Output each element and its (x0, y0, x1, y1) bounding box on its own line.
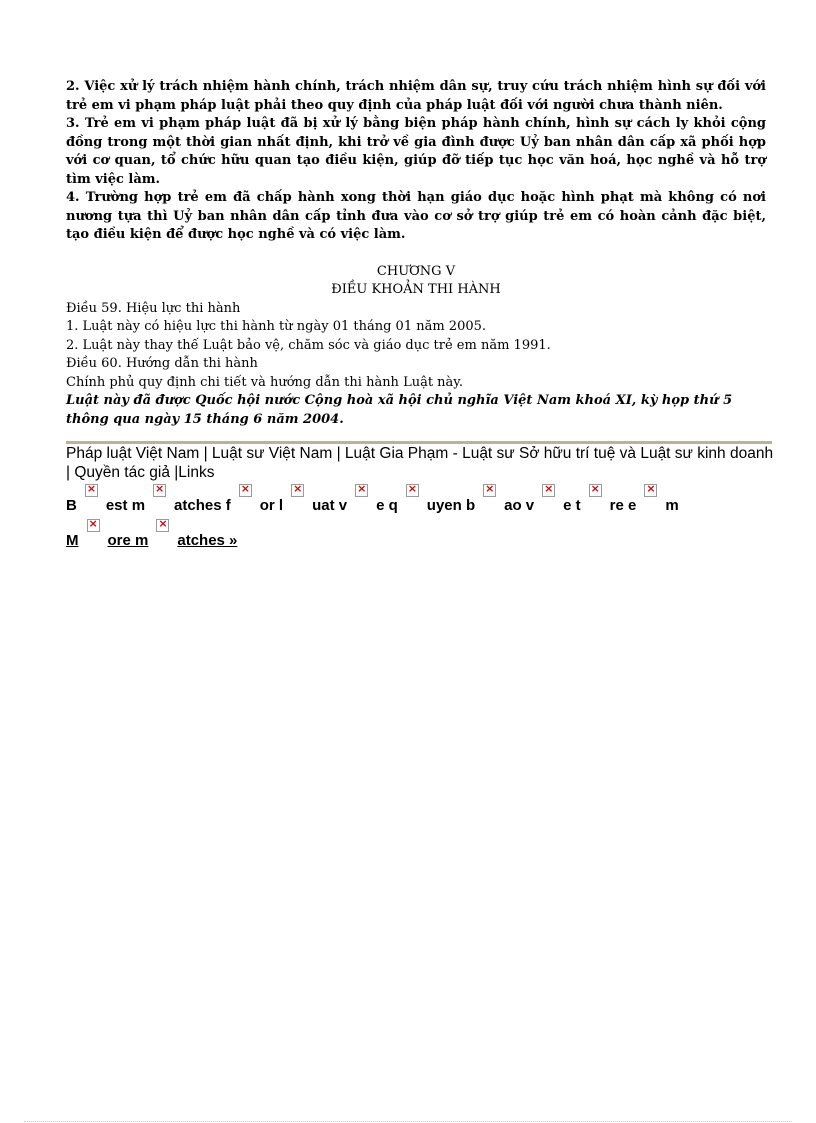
article-59-heading: Điều 59. Hiệu lực thi hành (66, 300, 241, 316)
more-matches-row (66, 519, 245, 549)
page-bottom-border (24, 1121, 792, 1122)
best-match-fragment: uyen b (426, 497, 476, 514)
best-match-fragment: atches f (174, 497, 231, 514)
paragraph-2: 2. Việc xử lý trách nhiệm hành chính, trách nhiệm dân sự, truy cứu trách nhiệm hình sự đối với trẻ em vi phạm pháp luật phải theo quy định của pháp luật đối với người chưa thành niên. (66, 79, 766, 113)
best-matches-row (66, 484, 687, 514)
paragraph-4: 4. Trường hợp trẻ em đã chấp hành xong thời hạn giáo dục hoặc hình phạt mà không có nơi nương tựa thì Uỷ ban nhân dân cấp tỉnh đưa vào cơ sở trợ giúp trẻ em có hoàn cảnh đặc biệt, tạo điều kiện để được học nghề và có việc làm. (66, 190, 766, 242)
article-59-clause-2: 2. Luật này thay thế Luật bảo vệ, chăm sóc và giáo dục trẻ em năm 1991. (66, 337, 551, 353)
best-match-fragment: e q (376, 497, 398, 514)
more-matches-link[interactable]: atches » (177, 532, 238, 549)
closing-statement: Luật này đã được Quốc hội nước Cộng hoà xã hội chủ nghĩa Việt Nam khoá XI, kỳ họp thứ 5 thông qua ngày 15 tháng 6 năm 2004. (66, 393, 733, 427)
site-links (66, 444, 774, 482)
broken-image-icon (156, 519, 169, 532)
broken-image-icon (239, 484, 252, 497)
article-60-heading: Điều 60. Hướng dẫn thi hành (66, 356, 258, 371)
broken-image-icon (644, 484, 657, 497)
document-body (66, 78, 766, 429)
best-match-fragment: re e (609, 497, 637, 514)
broken-image-icon (483, 484, 496, 497)
broken-image-icon (291, 484, 304, 497)
broken-image-icon (355, 484, 368, 497)
broken-image-icon (153, 484, 166, 497)
best-match-fragment: or l (259, 497, 284, 514)
paragraph-3: 3. Trẻ em vi phạm pháp luật đã bị xử lý bằng biện pháp hành chính, hình sự cách ly khỏi cộng đồng trong một thời gian nhất định, khi trở về gia đình được Uỷ ban nhân dân cấp xã phối hợp với cơ quan, tổ chức hữu quan tạo điều kiện, giúp đỡ tiếp tục học văn hoá, học nghề và hỗ trợ tìm việc làm. (66, 116, 766, 187)
broken-image-icon (406, 484, 419, 497)
best-match-fragment: e t (563, 497, 581, 514)
best-match-fragment: B (66, 497, 77, 514)
chapter-title: ĐIỀU KHOẢN THI HÀNH (331, 282, 501, 297)
article-59-clause-1: 1. Luật này có hiệu lực thi hành từ ngày 01 tháng 01 năm 2005. (66, 319, 487, 334)
best-match-fragment: est m (105, 497, 146, 514)
broken-image-icon (85, 484, 98, 497)
more-matches-link[interactable]: ore m (107, 532, 149, 549)
broken-image-icon (87, 519, 100, 532)
article-60-body: Chính phủ quy định chi tiết và hướng dẫn thi hành Luật này. (66, 374, 464, 390)
best-match-fragment: m (665, 497, 679, 514)
site-links-text[interactable]: Pháp luật Việt Nam | Luật sư Việt Nam | Luật Gia Phạm - Luật sư Sở hữu trí tuệ và Luật sư kinh doanh | Quyền tác giả |Links (66, 445, 774, 481)
more-matches-link[interactable]: M (66, 532, 79, 549)
broken-image-icon (589, 484, 602, 497)
broken-image-icon (542, 484, 555, 497)
chapter-number: CHƯƠNG V (376, 263, 456, 279)
best-match-fragment: ao v (504, 497, 535, 514)
best-match-fragment: uat v (312, 497, 348, 514)
